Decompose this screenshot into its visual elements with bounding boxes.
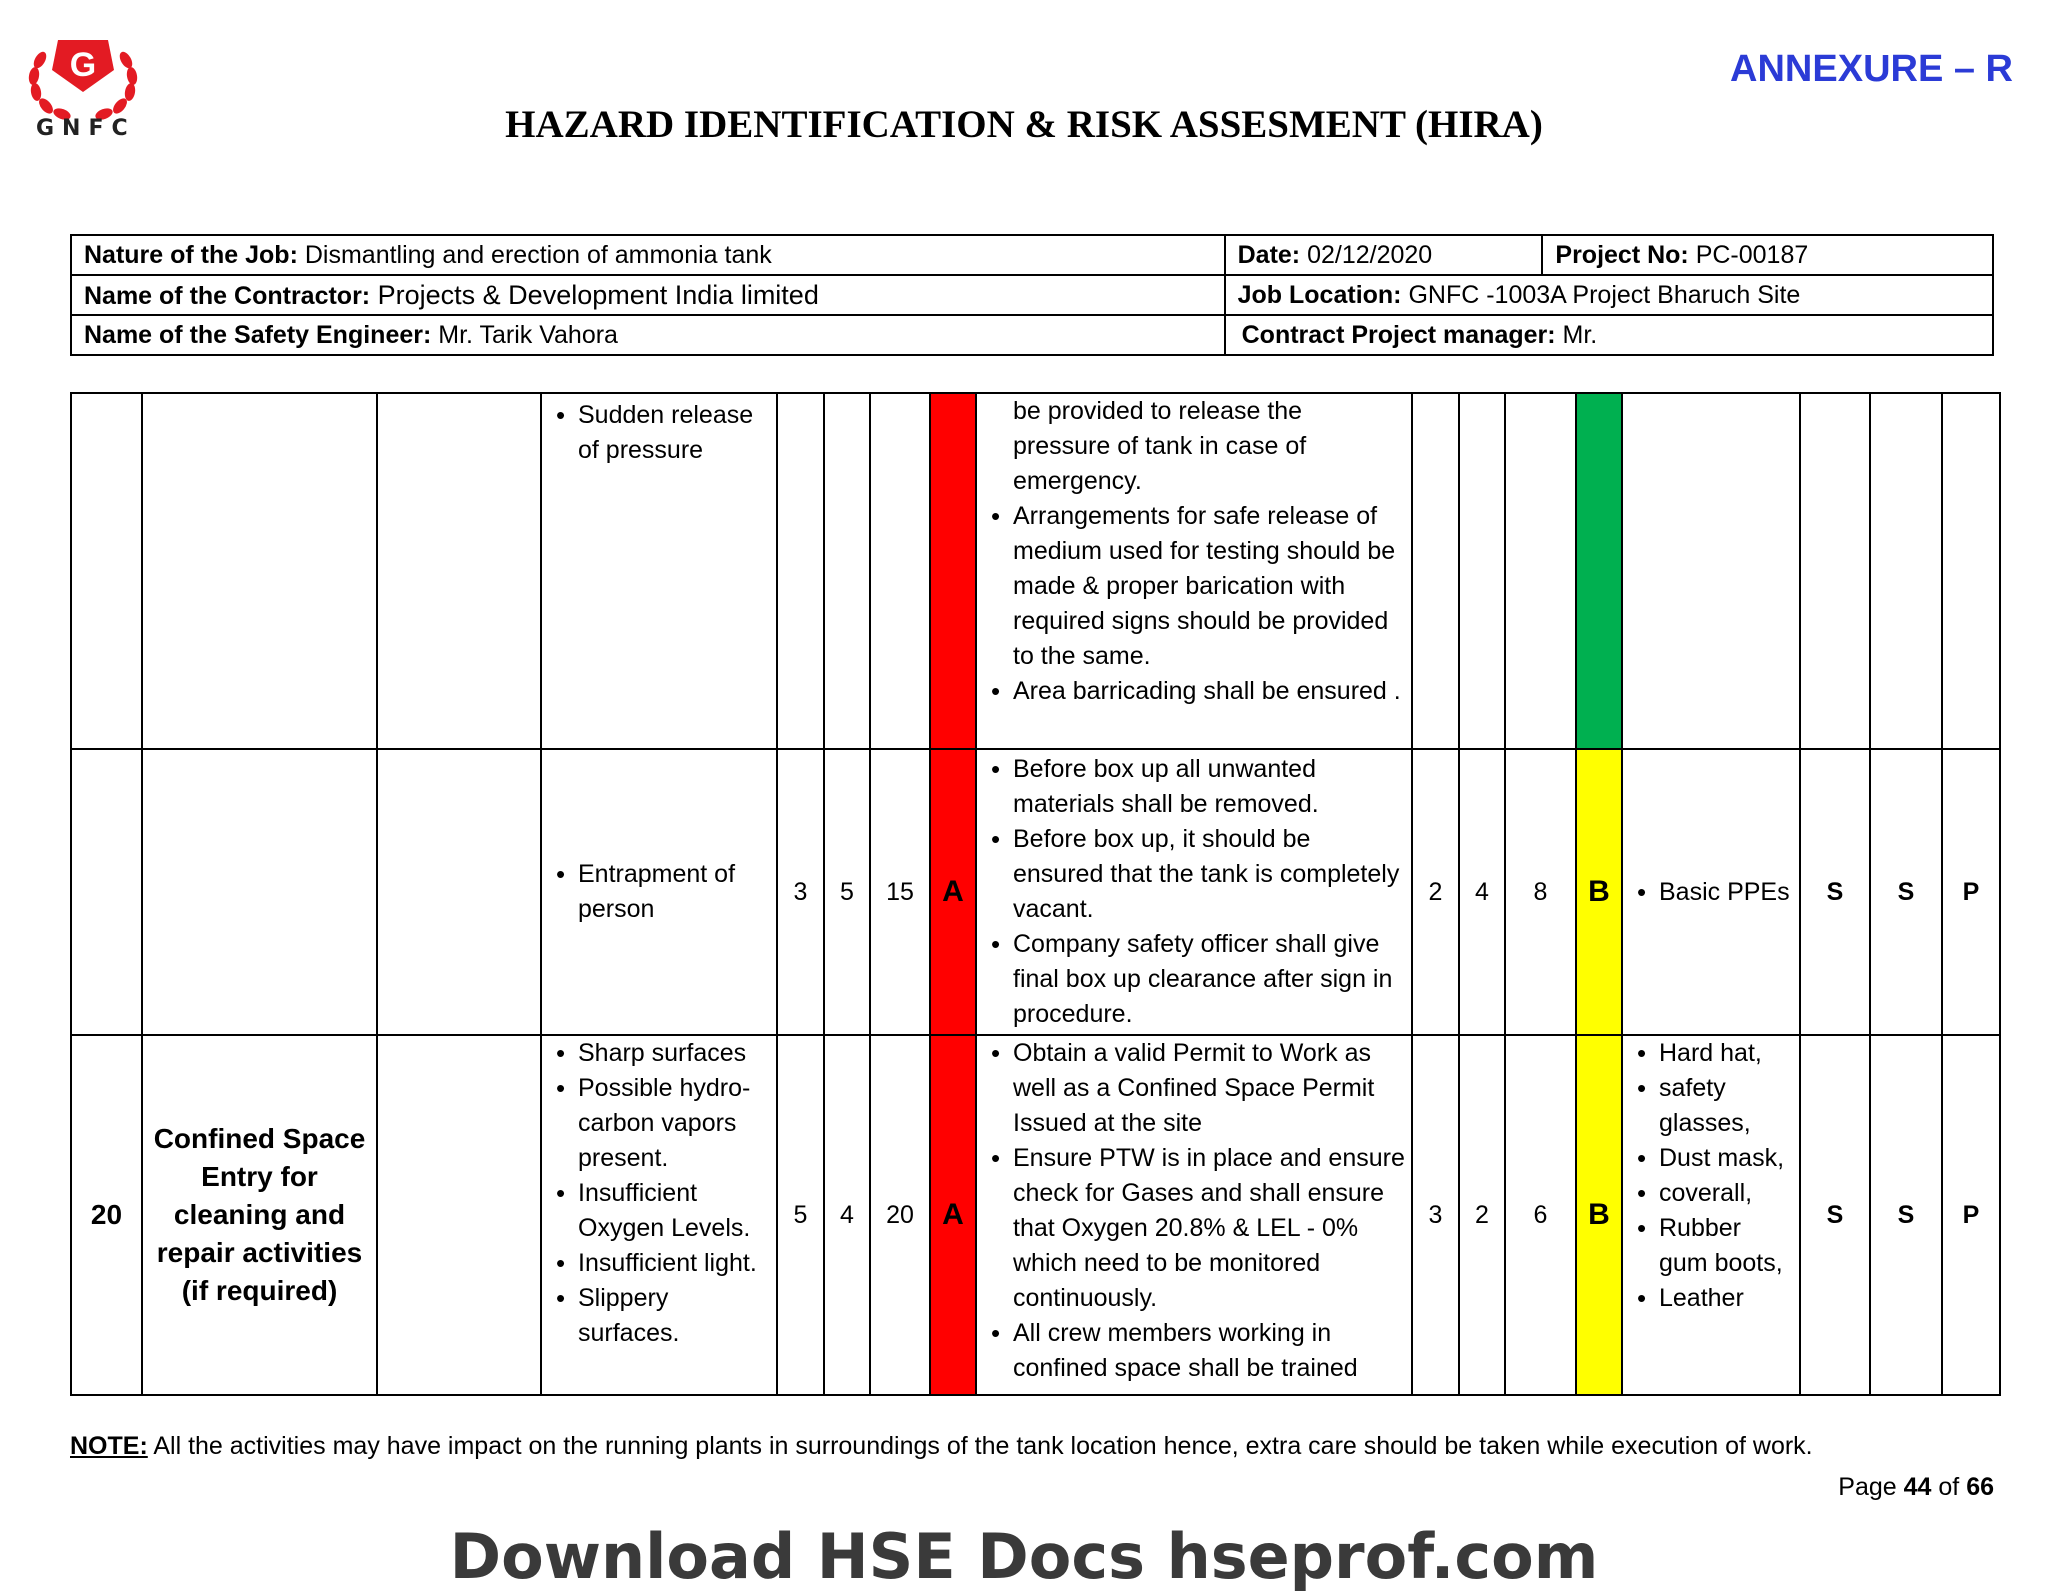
control-item: • Ensure PTW is in place and ensure check for Gases and shall ensure that Oxygen 20.8% & LEL - 0% which need to be monitored continuously. <box>1013 1141 1405 1316</box>
ppe-item: • Leather <box>1659 1281 1793 1316</box>
activity-cell: Confined Space Entry for cleaning and repair activities (if required) <box>142 1035 377 1395</box>
risk-cell: 20 <box>870 1035 930 1395</box>
ppe-cell <box>1622 749 1800 1035</box>
ppe-item: • Hard hat, <box>1659 1036 1793 1071</box>
severity-cell: 4 <box>824 1035 870 1395</box>
hazard-cell <box>541 749 777 1035</box>
logo-text: GNFC <box>36 116 136 141</box>
residual-grade-cell: B <box>1576 1035 1622 1395</box>
sub-activity-cell <box>377 393 541 749</box>
col-a-cell <box>1800 393 1870 749</box>
risk-cell <box>870 393 930 749</box>
page-total: 66 <box>1966 1473 1994 1501</box>
contractor-label: Name of the Contractor: <box>84 281 371 310</box>
page-number <box>1838 1473 1994 1502</box>
severity-cell: 5 <box>824 749 870 1035</box>
contractor-value: Projects & Development India limited <box>370 279 819 310</box>
col-c-cell <box>1942 393 2000 749</box>
job-location-value: GNFC -1003A Project Bharuch Site <box>1401 280 1801 309</box>
hazard-item: • Sharp surfaces <box>578 1036 770 1071</box>
page-prefix: Page <box>1838 1473 1904 1501</box>
probability-cell: 5 <box>777 1035 824 1395</box>
control-continued: be provided to release the pressure of tank in case of emergency. <box>1013 397 1307 495</box>
ppe-cell <box>1622 393 1800 749</box>
control-item: • Obtain a valid Permit to Work as well as a Confined Space Permit Issued at the site <box>1013 1036 1405 1141</box>
ppe-item: • Dust mask, <box>1659 1141 1793 1176</box>
ppe-cell <box>1622 1035 1800 1395</box>
safety-engineer-label: Name of the Safety Engineer: <box>84 320 432 349</box>
control-item: • Company safety officer shall give final box up clearance after sign in procedure. <box>1013 927 1405 1032</box>
risk-grade-cell <box>930 393 976 749</box>
date-value: 02/12/2020 <box>1300 240 1433 269</box>
note-text: All the activities may have impact on the running plants in surroundings of the tank location hence, extra care should be taken while execution of work. <box>147 1432 1813 1460</box>
watermark-text: Download HSE Docs hseprof.com <box>449 1520 1599 1593</box>
table-row <box>71 1035 2000 1395</box>
residual-severity-cell: 2 <box>1459 1035 1505 1395</box>
residual-grade-cell: B <box>1576 749 1622 1035</box>
sub-activity-cell <box>377 749 541 1035</box>
control-item: • Before box up, it should be ensured that the tank is completely vacant. <box>1013 822 1405 927</box>
hazard-item: • Sudden release of pressure <box>578 398 770 468</box>
job-location-cell <box>1225 275 1993 315</box>
controls-cell <box>976 393 1412 749</box>
safety-engineer-cell <box>71 315 1225 355</box>
hazard-item: • Possible hydro-carbon vapors present. <box>578 1071 770 1176</box>
date-label: Date: <box>1237 240 1301 269</box>
ppe-item: • safety glasses, <box>1659 1071 1793 1141</box>
sn-cell <box>71 393 142 749</box>
info-row-2 <box>71 275 1993 315</box>
col-a-cell: S <box>1800 1035 1870 1395</box>
sn-cell: 20 <box>71 1035 142 1395</box>
info-row-1 <box>71 235 1993 275</box>
residual-severity-cell: 4 <box>1459 749 1505 1035</box>
table-row <box>71 393 2000 749</box>
control-item: • Before box up all unwanted materials shall be removed. <box>1013 752 1405 822</box>
ppe-item: • coverall, <box>1659 1176 1793 1211</box>
page-current: 44 <box>1903 1473 1932 1501</box>
sub-activity-cell <box>377 1035 541 1395</box>
contractor-cell <box>71 275 1225 315</box>
ppe-item: • Rubber gum boots, <box>1659 1211 1793 1281</box>
ppe-item: • Basic PPEs <box>1659 875 1793 910</box>
date-cell <box>1225 235 1543 275</box>
controls-cell <box>976 1035 1412 1395</box>
hazard-item: • Insufficient light. <box>578 1246 770 1281</box>
probability-cell <box>777 393 824 749</box>
nature-of-job-value: Dismantling and erection of ammonia tank <box>297 240 772 269</box>
col-b-cell <box>1870 393 1942 749</box>
page-of: of <box>1931 1473 1967 1501</box>
project-manager-cell <box>1225 315 1993 355</box>
col-b-cell: S <box>1870 1035 1942 1395</box>
project-no-label: Project No: <box>1555 240 1689 269</box>
residual-severity-cell <box>1459 393 1505 749</box>
safety-engineer-value: Mr. Tarik Vahora <box>431 320 618 349</box>
info-row-3 <box>71 315 1993 355</box>
control-item: • Arrangements for safe release of medium used for testing should be made & proper barication with required signs should be provided to the same. <box>1013 499 1405 674</box>
project-no-value: PC-00187 <box>1688 240 1809 269</box>
control-item: • All crew members working in confined space shall be trained <box>1013 1316 1405 1386</box>
nature-of-job-label: Nature of the Job: <box>84 240 298 269</box>
annexure-label: ANNEXURE – R <box>1730 48 2013 90</box>
project-manager-label: Contract Project manager: <box>1241 320 1556 349</box>
risk-cell: 15 <box>870 749 930 1035</box>
residual-risk-cell: 8 <box>1505 749 1576 1035</box>
col-c-cell: P <box>1942 1035 2000 1395</box>
col-a-cell: S <box>1800 749 1870 1035</box>
job-location-label: Job Location: <box>1237 280 1402 309</box>
residual-probability-cell: 3 <box>1412 1035 1459 1395</box>
activity-cell <box>142 749 377 1035</box>
residual-probability-cell: 2 <box>1412 749 1459 1035</box>
document-title: HAZARD IDENTIFICATION & RISK ASSESMENT (HIRA) <box>505 103 1543 146</box>
control-item: • Area barricading shall be ensured . <box>1013 674 1405 709</box>
hazard-item: • Entrapment of person <box>578 857 770 927</box>
project-manager-value: Mr. <box>1555 320 1598 349</box>
col-b-cell: S <box>1870 749 1942 1035</box>
residual-probability-cell <box>1412 393 1459 749</box>
residual-risk-cell <box>1505 393 1576 749</box>
severity-cell <box>824 393 870 749</box>
risk-grade-cell: A <box>930 749 976 1035</box>
activity-cell <box>142 393 377 749</box>
job-info-table <box>70 234 1994 356</box>
note <box>70 1432 1813 1461</box>
project-no-cell <box>1542 235 1993 275</box>
nature-of-job-cell <box>71 235 1225 275</box>
hira-table <box>70 392 2001 1396</box>
svg-text:G: G <box>69 46 97 84</box>
risk-grade-cell: A <box>930 1035 976 1395</box>
note-label: NOTE: <box>70 1432 148 1460</box>
hazard-item: • Insufficient Oxygen Levels. <box>578 1176 770 1246</box>
residual-grade-cell <box>1576 393 1622 749</box>
hazard-item: • Slippery surfaces. <box>578 1281 770 1351</box>
sn-cell <box>71 749 142 1035</box>
hazard-cell <box>541 393 777 749</box>
controls-cell <box>976 749 1412 1035</box>
residual-risk-cell: 6 <box>1505 1035 1576 1395</box>
hazard-cell <box>541 1035 777 1395</box>
col-c-cell: P <box>1942 749 2000 1035</box>
table-row <box>71 749 2000 1035</box>
probability-cell: 3 <box>777 749 824 1035</box>
